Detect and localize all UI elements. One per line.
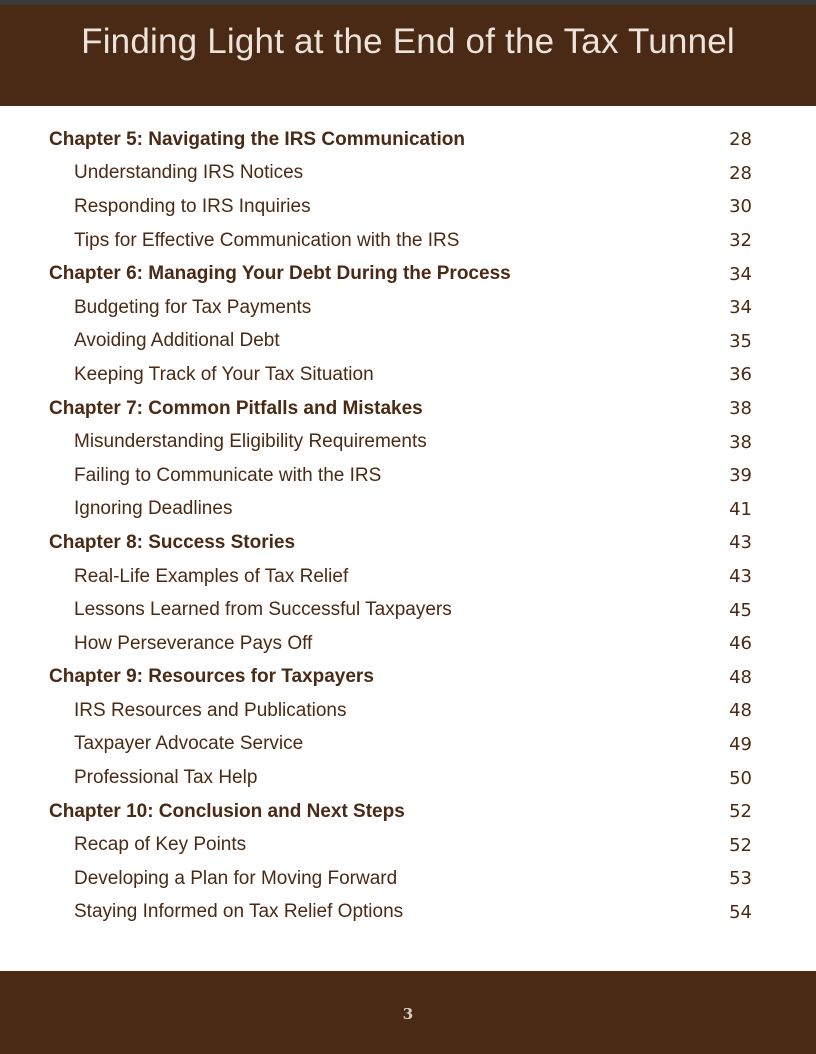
- toc-section-label: Misunderstanding Eligibility Requirements: [74, 431, 427, 453]
- table-of-contents: [49, 123, 752, 929]
- toc-page-number: 34: [729, 297, 752, 319]
- toc-section-label: Tips for Effective Communication with the IRS: [74, 229, 460, 251]
- page-title: Finding Light at the End of the Tax Tunnel: [81, 21, 735, 61]
- toc-section-row[interactable]: [49, 325, 752, 359]
- toc-section-label: Keeping Track of Your Tax Situation: [74, 363, 374, 385]
- toc-section-row[interactable]: [49, 560, 752, 594]
- page-footer: [0, 971, 816, 1054]
- toc-section-label: Professional Tax Help: [74, 767, 258, 789]
- toc-page-number: 46: [729, 633, 752, 655]
- toc-page-number: 50: [729, 767, 752, 789]
- toc-section-row[interactable]: [49, 291, 752, 325]
- toc-chapter-label: Chapter 8: Success Stories: [49, 531, 296, 553]
- toc-section-row[interactable]: [49, 862, 752, 896]
- toc-section-label: Responding to IRS Inquiries: [74, 195, 311, 217]
- toc-chapter-row[interactable]: [49, 661, 752, 695]
- toc-chapter-label: Chapter 6: Managing Your Debt During the Process: [49, 263, 511, 285]
- toc-page-number: 32: [729, 230, 752, 252]
- toc-page-number: 48: [729, 666, 752, 688]
- toc-section-label: Understanding IRS Notices: [74, 162, 304, 184]
- toc-page-number: 28: [729, 129, 752, 151]
- toc-page-number: 53: [729, 868, 752, 890]
- toc-chapter-label: Chapter 10: Conclusion and Next Steps: [49, 800, 405, 822]
- toc-section-row[interactable]: [49, 459, 752, 493]
- toc-chapter-label: Chapter 5: Navigating the IRS Communication: [49, 128, 465, 150]
- toc-page-number: 43: [729, 532, 752, 554]
- toc-page-number: 35: [729, 330, 752, 352]
- toc-section-row[interactable]: [49, 896, 752, 930]
- toc-page-number: 54: [729, 901, 752, 923]
- toc-page-number: 34: [729, 263, 752, 285]
- toc-section-row[interactable]: [49, 828, 752, 862]
- toc-page-number: 52: [729, 834, 752, 856]
- toc-page-number: 36: [729, 364, 752, 386]
- toc-section-label: IRS Resources and Publications: [74, 699, 347, 721]
- toc-section-row[interactable]: [49, 761, 752, 795]
- toc-section-label: Avoiding Additional Debt: [74, 330, 280, 352]
- toc-chapter-label: Chapter 9: Resources for Taxpayers: [49, 666, 374, 688]
- toc-section-label: Failing to Communicate with the IRS: [74, 464, 382, 486]
- toc-chapter-row[interactable]: [49, 257, 752, 291]
- toc-section-row[interactable]: [49, 190, 752, 224]
- toc-section-row[interactable]: [49, 425, 752, 459]
- toc-section-row[interactable]: [49, 358, 752, 392]
- toc-section-row[interactable]: [49, 728, 752, 762]
- toc-section-label: Developing a Plan for Moving Forward: [74, 867, 398, 889]
- toc-page-number: 38: [729, 431, 752, 453]
- toc-page-number: 38: [729, 398, 752, 420]
- toc-page-number: 48: [729, 700, 752, 722]
- toc-page-number: 49: [729, 733, 752, 755]
- toc-section-label: Real-Life Examples of Tax Relief: [74, 565, 349, 587]
- toc-chapter-row[interactable]: [49, 526, 752, 560]
- toc-section-label: Ignoring Deadlines: [74, 498, 233, 520]
- toc-section-label: Recap of Key Points: [74, 834, 247, 856]
- toc-section-row[interactable]: [49, 593, 752, 627]
- toc-section-row[interactable]: [49, 493, 752, 527]
- toc-page-number: 52: [729, 801, 752, 823]
- toc-chapter-row[interactable]: [49, 795, 752, 829]
- toc-section-row[interactable]: [49, 224, 752, 258]
- toc-section-label: How Perseverance Pays Off: [74, 632, 313, 654]
- toc-section-label: Lessons Learned from Successful Taxpayers: [74, 599, 452, 621]
- toc-section-row[interactable]: [49, 627, 752, 661]
- toc-page-number: 39: [729, 465, 752, 487]
- toc-section-label: Budgeting for Tax Payments: [74, 296, 312, 318]
- toc-page-number: 30: [729, 196, 752, 218]
- toc-chapter-row[interactable]: [49, 392, 752, 426]
- footer-page-number: 3: [402, 1004, 414, 1023]
- toc-section-row[interactable]: [49, 157, 752, 191]
- toc-page-number: 28: [729, 162, 752, 184]
- page-header: [0, 5, 816, 106]
- toc-page-number: 43: [729, 566, 752, 588]
- toc-chapter-label: Chapter 7: Common Pitfalls and Mistakes: [49, 397, 423, 419]
- toc-page-number: 45: [729, 599, 752, 621]
- toc-section-row[interactable]: [49, 694, 752, 728]
- toc-page-number: 41: [729, 498, 752, 520]
- toc-section-label: Taxpayer Advocate Service: [74, 733, 304, 755]
- toc-chapter-row[interactable]: [49, 123, 752, 157]
- toc-section-label: Staying Informed on Tax Relief Options: [74, 901, 404, 923]
